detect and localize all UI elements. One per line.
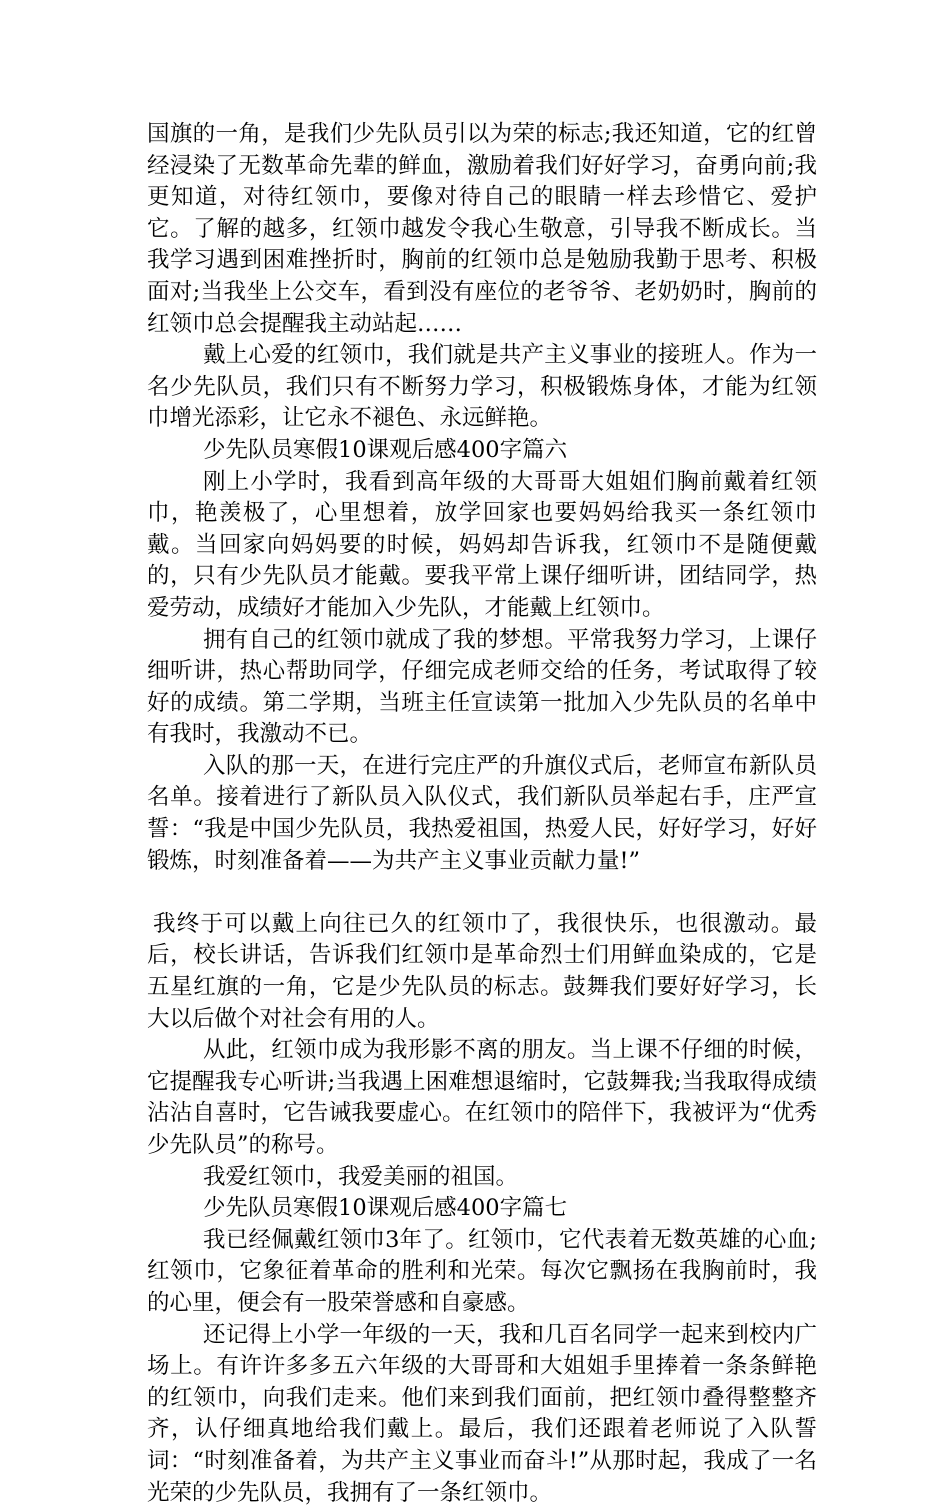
section-heading-7: 少先队员寒假10课观后感400字篇七 bbox=[203, 1195, 568, 1222]
paragraph-12: 还记得上小学一年级的一天，我和几百名同学一起来到校内广场上。有许许多多五六年级的大哥哥和大姐姐手里捧着一条条鲜艳的红领巾，向我们走来。他们来到我们面前，把红领巾叠得整整齐齐，认仔细真地给我们戴上。最后，我们还跟着老师说了入队誓词：“时刻准备着，为共产主义事业而奋斗!”从那时起，我成了一名光荣的少先队员，我拥有了一条红领巾。 bbox=[147, 1321, 817, 1506]
section-heading-6: 少先队员寒假10课观后感400字篇六 bbox=[203, 436, 568, 463]
blank-line bbox=[147, 877, 817, 909]
paragraph-8: 从此，红领巾成为我形影不离的朋友。当上课不仔细的时候，它提醒我专心听讲;当我遇上困难想退缩时，它鼓舞我;当我取得成绩沾沾自喜时，它告诫我要虚心。在红领巾的陪伴下，我被评为“优秀少先队员”的称号。 bbox=[147, 1037, 817, 1158]
paragraph-11: 我已经佩戴红领巾3年了。红领巾，它代表着无数英雄的心血;红领巾，它象征着革命的胜利和光荣。每次它飘扬在我胸前时，我的心里，便会有一股荣誉感和自豪感。 bbox=[147, 1226, 817, 1316]
paragraph-2: 戴上心爱的红领巾，我们就是共产主义事业的接班人。作为一名少先队员，我们只有不断努力学习，积极锻炼身体，才能为红领巾增光添彩，让它永不褪色、永远鲜艳。 bbox=[147, 342, 817, 432]
paragraph-5: 拥有自己的红领巾就成了我的梦想。平常我努力学习，上课仔细听讲，热心帮助同学，仔细完成老师交给的任务，考试取得了较好的成绩。第二学期，当班主任宣读第一批加入少先队员的名单中有我时，我激动不已。 bbox=[147, 626, 817, 748]
paragraph-9: 我爱红领巾，我爱美丽的祖国。 bbox=[203, 1163, 519, 1190]
paragraph-1: 国旗的一角，是我们少先队员引以为荣的标志;我还知道，它的红曾经浸染了无数革命先辈的鲜血，激励着我们好好学习，奋勇向前;我更知道，对待红领巾，要像对待自己的眼睛一样去珍惜它、爱护它。了解的越多，红领巾越发令我心生敬意，引导我不断成长。当我学习遇到困难挫折时，胸前的红领巾总是勉励我勤于思考、积极面对;当我坐上公交车，看到没有座位的老爷爷、老奶奶时，胸前的红领巾总会提醒我主动站起…… bbox=[147, 121, 817, 337]
paragraph-7: 我终于可以戴上向往已久的红领巾了，我很快乐，也很激动。最后，校长讲话，告诉我们红领巾是革命烈士们用鲜血染成的，它是五星红旗的一角，它是少先队员的标志。鼓舞我们要好好学习，长大以后做个对社会有用的人。 bbox=[147, 910, 817, 1032]
paragraph-6: 入队的那一天，在进行完庄严的升旗仪式后，老师宣布新队员名单。接着进行了新队员入队仪式，我们新队员举起右手，庄严宣誓：“我是中国少先队员，我热爱祖国，热爱人民，好好学习，好好锻炼，时刻准备着——为共产主义事业贡献力量!” bbox=[147, 752, 817, 874]
document-body bbox=[147, 119, 817, 1509]
paragraph-4: 刚上小学时，我看到高年级的大哥哥大姐姐们胸前戴着红领巾，艳羡极了，心里想着，放学回家也要妈妈给我买一条红领巾戴。当回家向妈妈要的时候，妈妈却告诉我，红领巾不是随便戴的，只有少先队员才能戴。要我平常上课仔细听讲，团结同学，热爱劳动，成绩好才能加入少先队，才能戴上红领巾。 bbox=[147, 468, 817, 621]
